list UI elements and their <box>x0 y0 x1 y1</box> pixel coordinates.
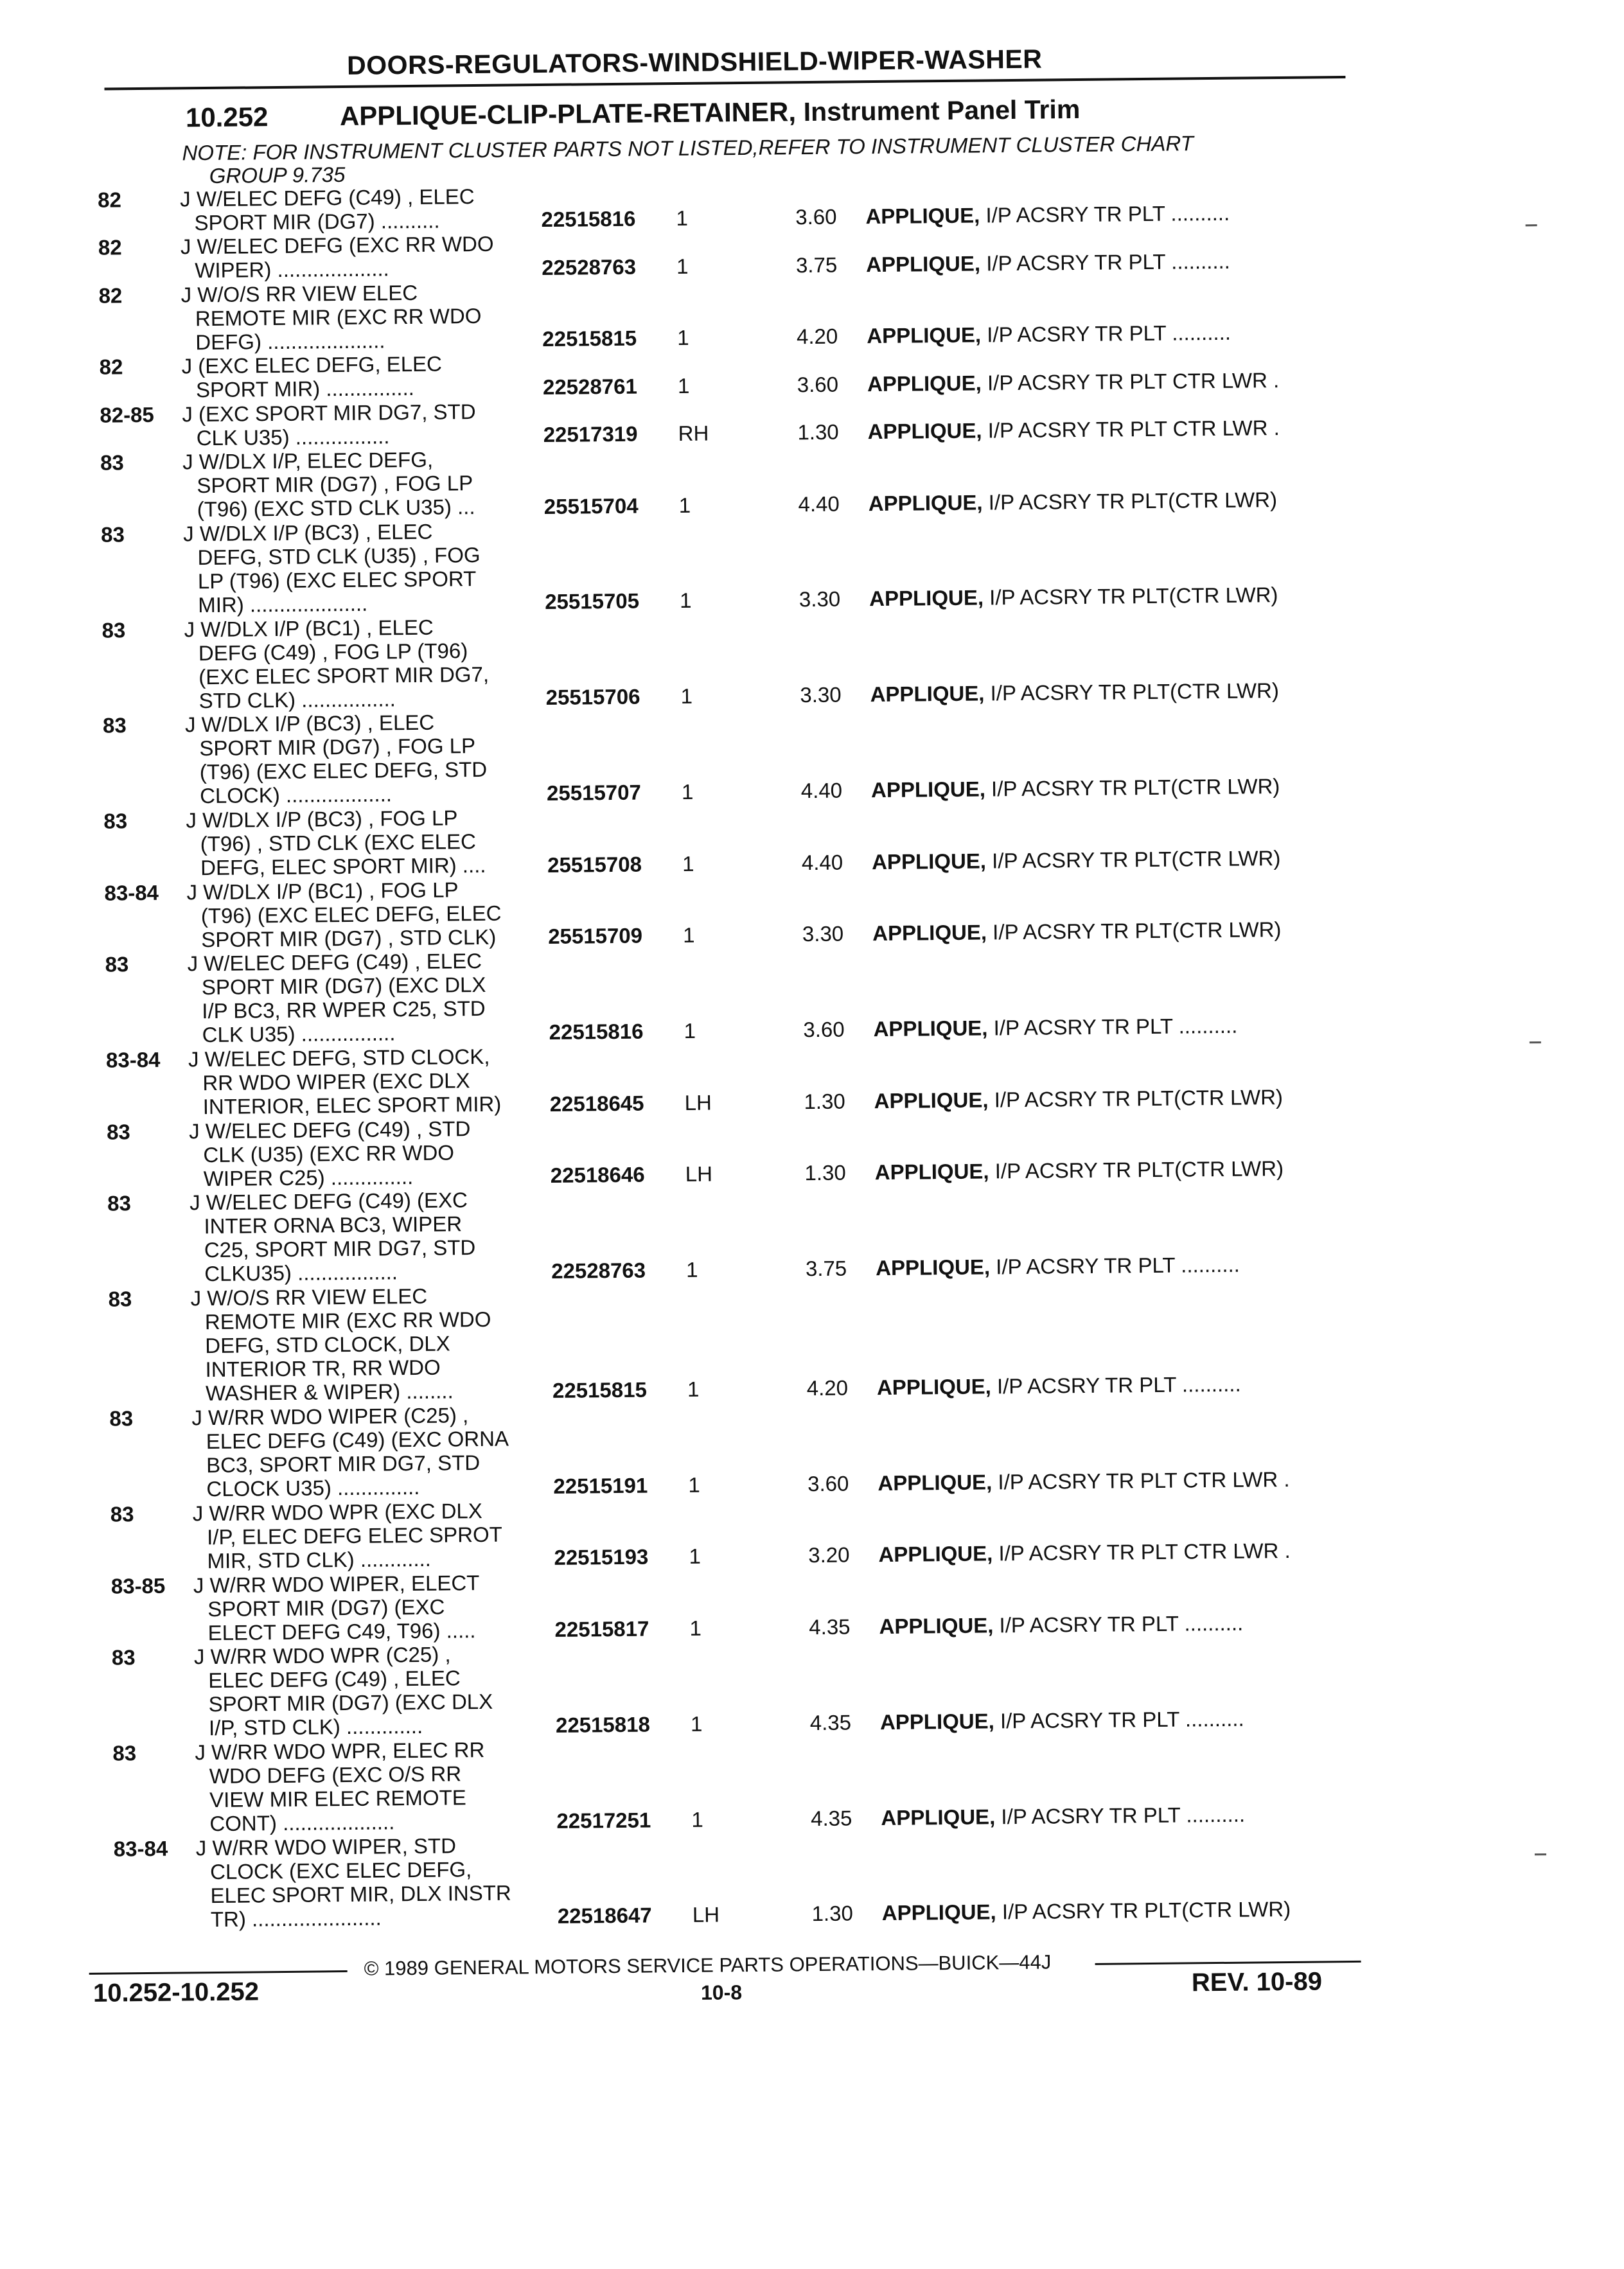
quantity: 1 <box>689 1544 702 1569</box>
part-number: 25515706 <box>545 684 640 710</box>
model-year: 83 <box>102 713 127 737</box>
part-name-main: APPLIQUE, <box>867 418 982 444</box>
part-name <box>876 1253 1240 1280</box>
part-name-detail: I/P ACSRY TR PLT CTR LWR . <box>981 367 1280 395</box>
description-line: DEFG, STD CLK (U35) , FOG <box>197 542 481 569</box>
part-name-main: APPLIQUE, <box>879 1709 994 1734</box>
part-name-main: APPLIQUE, <box>867 322 982 348</box>
part-name-detail: I/P ACSRY TR PLT .......... <box>995 1802 1246 1828</box>
part-name <box>866 249 1230 276</box>
usage-description <box>187 949 486 1046</box>
price: 4.40 <box>801 850 843 874</box>
quantity: 1 <box>682 851 694 876</box>
part-name-detail: I/P ACSRY TR PLT(CTR LWR) <box>983 583 1278 610</box>
description-line: J (EXC ELEC DEFG, ELEC <box>181 351 443 378</box>
part-number: 22515815 <box>542 326 637 351</box>
part-name-main: APPLIQUE, <box>873 1016 988 1041</box>
description-line: (T96) (EXC ELEC DEFG, STD <box>199 757 488 784</box>
part-name <box>879 1611 1243 1638</box>
description-line: J W/RR WDO WIPER, ELECT <box>193 1570 480 1597</box>
quantity: 1 <box>684 1018 696 1043</box>
model-year: 82 <box>99 355 123 380</box>
part-name-main: APPLIQUE, <box>872 920 987 946</box>
model-year: 83 <box>111 1645 136 1670</box>
description-line: SPORT MIR (DG7) .......... <box>194 208 440 235</box>
model-year: 82 <box>98 235 122 260</box>
part-name-main: APPLIQUE, <box>869 585 984 611</box>
part-name <box>878 1539 1291 1566</box>
description-line: SPORT MIR (DG7) (EXC <box>207 1594 445 1621</box>
part-name-detail: I/P ACSRY TR PLT .......... <box>993 1611 1244 1638</box>
description-line: ELECT DEFG C49, T96) ..... <box>207 1618 476 1645</box>
description-line: BC3, SPORT MIR DG7, STD <box>206 1451 481 1478</box>
description-line: J W/DLX I/P (BC1) , ELEC <box>184 615 434 641</box>
price: 3.30 <box>802 921 844 946</box>
description-line: INTERIOR TR, RR WDO <box>205 1355 441 1382</box>
model-year: 83 <box>103 809 128 833</box>
part-name <box>865 201 1230 228</box>
description-line: (T96) (EXC STD CLK U35) ... <box>197 495 475 522</box>
copyright-line: © 1989 GENERAL MOTORS SERVICE PARTS OPERATIONS—BUICK—44J <box>364 1950 1052 1980</box>
usage-description <box>180 184 475 234</box>
description-line: J W/DLX I/P (BC3) , ELEC <box>184 711 435 737</box>
section-subtitle: Instrument Panel Trim <box>803 94 1081 127</box>
description-line: REMOTE MIR (EXC RR WDO <box>204 1307 491 1334</box>
part-number: 22518646 <box>550 1162 645 1188</box>
usage-description <box>181 352 442 402</box>
part-name-main: APPLIQUE, <box>878 1470 993 1495</box>
part-name <box>880 1706 1244 1733</box>
part-name <box>869 488 1278 515</box>
header-rule <box>104 76 1345 91</box>
price: 3.20 <box>808 1542 850 1567</box>
usage-description <box>185 710 488 808</box>
part-name-detail: I/P ACSRY TR PLT .......... <box>980 249 1231 276</box>
part-name-main: APPLIQUE, <box>867 371 982 396</box>
part-name-detail: I/P ACSRY TR PLT .......... <box>980 320 1231 347</box>
part-name-detail: I/P ACSRY TR PLT .......... <box>989 1252 1240 1279</box>
model-year: 83-85 <box>110 1573 166 1598</box>
section-title: APPLIQUE-CLIP-PLATE-RETAINER, <box>339 96 797 132</box>
description-line: SPORT MIR) ............... <box>195 376 415 402</box>
description-line: J W/ELEC DEFG (C49) , ELEC <box>179 184 475 211</box>
part-name-detail: I/P ACSRY TR PLT(CTR LWR) <box>985 845 1281 872</box>
description-line: J W/ELEC DEFG, STD CLOCK, <box>188 1045 490 1072</box>
description-line: MIR) .................... <box>198 591 368 617</box>
price: 3.75 <box>795 252 838 277</box>
part-name-main: APPLIQUE, <box>874 1159 989 1185</box>
part-number: 22528763 <box>551 1258 646 1283</box>
part-name <box>877 1372 1241 1399</box>
footer-rule-right <box>1095 1961 1361 1965</box>
part-name-detail: I/P ACSRY TR PLT(CTR LWR) <box>996 1897 1291 1924</box>
description-line: CLOCK) .................. <box>199 782 393 808</box>
description-line: J W/ELEC DEFG (EXC RR WDO <box>180 232 494 259</box>
section-number: 10.252 <box>185 102 269 133</box>
price: 4.35 <box>809 1710 852 1735</box>
part-name-main: APPLIQUE, <box>879 1613 994 1639</box>
quantity: 1 <box>686 1257 698 1282</box>
part-number: 22515815 <box>552 1377 647 1402</box>
usage-description <box>188 1045 502 1119</box>
description-line: SPORT MIR (DG7) (EXC DLX <box>208 1690 493 1717</box>
price: 4.20 <box>796 324 838 349</box>
part-name-main: APPLIQUE, <box>876 1255 991 1280</box>
quantity: 1 <box>683 923 695 948</box>
footer-range: 10.252-10.252 <box>93 1977 260 2008</box>
description-line: SPORT MIR (DG7) , FOG LP <box>197 471 473 498</box>
running-title: DOORS-REGULATORS-WINDSHIELD-WIPER-WASHER <box>346 44 1043 80</box>
part-name-main: APPLIQUE, <box>865 203 980 229</box>
quantity: 1 <box>681 779 694 804</box>
part-number: 22517251 <box>556 1808 651 1833</box>
quantity: 1 <box>677 373 690 398</box>
description-line: STD CLK) ................ <box>199 686 396 712</box>
note-line-1: NOTE: FOR INSTRUMENT CLUSTER PARTS NOT LISTED,REFER TO INSTRUMENT CLUSTER CHART <box>182 131 1194 165</box>
description-line: I/P, STD CLK) ............. <box>208 1714 423 1740</box>
part-name <box>869 583 1278 610</box>
usage-description <box>196 1833 512 1931</box>
description-line: LP (T96) (EXC ELEC SPORT <box>197 566 477 593</box>
part-name <box>868 416 1280 443</box>
usage-description <box>182 400 476 450</box>
section-heading <box>186 94 1081 133</box>
description-line: REMOTE MIR (EXC RR WDO <box>195 303 482 330</box>
part-name-main: APPLIQUE, <box>866 251 981 276</box>
description-line: DEFG (C49) , FOG LP (T96) <box>198 638 468 665</box>
part-name-main: APPLIQUE, <box>870 777 986 802</box>
part-name <box>874 1085 1284 1113</box>
part-number: 22515817 <box>554 1616 649 1641</box>
quantity: 1 <box>687 1377 700 1401</box>
part-name-main: APPLIQUE, <box>868 490 983 515</box>
quantity: RH <box>678 421 709 445</box>
price: 4.40 <box>798 491 840 516</box>
description-line: (T96) (EXC ELEC DEFG, ELEC <box>200 901 502 928</box>
part-number: 22515816 <box>549 1019 644 1044</box>
usage-description <box>194 1642 493 1740</box>
quantity: 1 <box>676 206 689 231</box>
part-name-detail: I/P ACSRY TR PLT(CTR LWR) <box>984 678 1280 705</box>
description-line: J W/RR WDO WIPER (C25) , <box>191 1403 469 1430</box>
model-year: 83 <box>100 450 124 475</box>
description-line: J W/ELEC DEFG (C49) , ELEC <box>187 949 482 976</box>
price: 1.30 <box>804 1160 846 1185</box>
quantity: 1 <box>678 493 691 517</box>
description-line: SPORT MIR (DG7) (EXC DLX <box>201 973 486 1000</box>
price: 3.60 <box>797 372 839 396</box>
price: 4.35 <box>809 1614 851 1639</box>
usage-description <box>181 280 482 354</box>
part-name-detail: I/P ACSRY TR PLT(CTR LWR) <box>985 774 1280 801</box>
description-line: CLK (U35) (EXC RR WDO <box>203 1140 455 1167</box>
usage-description <box>190 1188 476 1285</box>
part-name <box>871 774 1280 802</box>
price: 3.60 <box>807 1471 849 1496</box>
description-line: J W/ELEC DEFG (C49) , STD <box>188 1116 471 1143</box>
usage-description <box>193 1499 503 1573</box>
part-number: 25515707 <box>546 780 642 805</box>
price: 3.30 <box>800 682 842 707</box>
model-year: 82 <box>98 283 123 308</box>
part-name-detail: I/P ACSRY TR PLT(CTR LWR) <box>989 1156 1284 1183</box>
model-year: 83 <box>112 1741 137 1765</box>
part-name <box>875 1156 1284 1184</box>
description-line: SPORT MIR (DG7) , FOG LP <box>199 734 476 761</box>
part-number: 22518645 <box>549 1091 644 1116</box>
price: 1.30 <box>797 419 839 445</box>
description-line: J W/RR WDO WIPER, STD <box>195 1833 457 1860</box>
quantity: 1 <box>677 326 689 350</box>
part-number: 22528763 <box>542 254 637 279</box>
part-name-detail: I/P ACSRY TR PLT CTR LWR . <box>982 415 1280 443</box>
model-year: 83 <box>100 522 125 547</box>
price: 3.60 <box>803 1017 845 1042</box>
price: 3.30 <box>799 587 841 612</box>
part-number: 25515708 <box>547 852 642 877</box>
quantity: LH <box>684 1090 712 1115</box>
description-line: (EXC ELEC SPORT MIR DG7, <box>199 662 490 689</box>
part-name-detail: I/P ACSRY TR PLT(CTR LWR) <box>982 487 1278 515</box>
description-line: J W/RR WDO WPR, ELEC RR <box>195 1737 485 1765</box>
part-name-detail: I/P ACSRY TR PLT(CTR LWR) <box>986 917 1282 944</box>
description-line: CLOCK U35) .............. <box>206 1475 420 1501</box>
page-number: 10-8 <box>700 1981 743 2004</box>
part-number: 25515705 <box>545 588 640 614</box>
description-line: ELEC DEFG (C49) , ELEC <box>208 1666 461 1693</box>
price: 1.30 <box>804 1089 845 1113</box>
description-line: WASHER & WIPER) ........ <box>205 1379 454 1406</box>
description-line: I/P, ELEC DEFG ELEC SPROT <box>206 1522 503 1549</box>
usage-description <box>182 447 475 521</box>
usage-description <box>184 614 489 712</box>
description-line: WIPER C25) .............. <box>203 1164 414 1190</box>
description-line: J W/DLX I/P, ELEC DEFG, <box>182 447 434 474</box>
description-line: CLK U35) ................ <box>202 1021 396 1047</box>
footer-rule-left <box>89 1970 348 1975</box>
usage-description <box>191 1403 509 1501</box>
description-line: INTERIOR, ELEC SPORT MIR) <box>202 1091 502 1119</box>
model-year: 83 <box>107 1191 132 1215</box>
description-line: J W/O/S RR VIEW ELEC <box>190 1284 428 1311</box>
part-number: 22515193 <box>554 1544 649 1570</box>
description-line: WIPER) ................... <box>195 256 389 283</box>
description-line: I/P BC3, RR WPER C25, STD <box>202 996 486 1023</box>
price: 1.30 <box>811 1901 854 1926</box>
part-number: 22518647 <box>557 1903 652 1929</box>
description-line: CLOCK (EXC ELEC DEFG, <box>209 1857 472 1884</box>
model-year: 83 <box>109 1406 134 1431</box>
part-name-main: APPLIQUE, <box>874 1087 989 1113</box>
part-name-main: APPLIQUE, <box>876 1374 991 1400</box>
description-line: SPORT MIR (DG7) , STD CLK) <box>201 924 497 951</box>
quantity: 1 <box>680 684 693 709</box>
quantity: 1 <box>688 1472 700 1497</box>
description-line: VIEW MIR ELEC REMOTE <box>209 1785 466 1812</box>
description-line: ELEC SPORT MIR, DLX INSTR <box>210 1880 511 1907</box>
price: 4.35 <box>810 1806 852 1830</box>
description-line: C25, SPORT MIR DG7, STD <box>204 1235 476 1262</box>
margin-mark <box>1535 1853 1546 1855</box>
margin-mark <box>1526 224 1537 226</box>
part-name-main: APPLIQUE, <box>870 681 985 707</box>
description-line: J W/O/S RR VIEW ELEC <box>181 280 418 307</box>
part-name-main: APPLIQUE, <box>871 848 987 874</box>
model-year: 82 <box>97 188 122 212</box>
description-line: DEFG, ELEC SPORT MIR) .... <box>200 853 486 880</box>
part-name <box>882 1897 1291 1925</box>
price: 4.40 <box>800 778 843 803</box>
price: 4.20 <box>806 1375 849 1400</box>
description-line: WDO DEFG (EXC O/S RR <box>209 1761 462 1788</box>
usage-description <box>193 1571 481 1645</box>
quantity: LH <box>692 1902 720 1927</box>
description-line: DEFG) .................... <box>195 328 385 354</box>
description-line: CLK U35) ................ <box>196 424 390 450</box>
part-name-detail: I/P ACSRY TR PLT .......... <box>994 1706 1244 1733</box>
part-name-detail: I/P ACSRY TR PLT .......... <box>991 1372 1241 1399</box>
description-line: J W/ELEC DEFG (C49) (EXC <box>189 1188 468 1215</box>
part-number: 22517319 <box>543 421 638 446</box>
quantity: 1 <box>691 1807 703 1832</box>
model-year: 83 <box>108 1287 132 1311</box>
usage-description <box>186 877 502 951</box>
quantity: 1 <box>676 254 689 278</box>
usage-description <box>189 1117 471 1190</box>
part-name <box>867 321 1231 348</box>
description-line: J W/RR WDO WPR (C25) , <box>193 1642 451 1669</box>
part-name <box>872 917 1282 945</box>
model-year: 83 <box>102 617 126 642</box>
model-year: 83-84 <box>105 1047 161 1072</box>
part-name <box>878 1467 1290 1495</box>
model-year: 83-84 <box>113 1836 168 1861</box>
part-name-main: APPLIQUE, <box>878 1541 993 1567</box>
part-name-detail: I/P ACSRY TR PLT CTR LWR . <box>993 1539 1291 1566</box>
description-line: J W/RR WDO WPR (EXC DLX <box>192 1498 482 1526</box>
description-line: J W/DLX I/P (BC3) , ELEC <box>182 519 433 546</box>
revision-label: REV. 10-89 <box>1191 1967 1323 1997</box>
part-number: 25515709 <box>548 923 643 949</box>
description-line: J (EXC SPORT MIR DG7, STD <box>182 399 476 427</box>
note-line-2: GROUP 9.735 <box>209 162 346 188</box>
description-line: J W/DLX I/P (BC3) , FOG LP <box>186 806 458 833</box>
quantity: LH <box>685 1161 713 1187</box>
usage-description <box>195 1738 485 1835</box>
part-name-main: APPLIQUE, <box>881 1900 996 1925</box>
description-line: DEFG, STD CLOCK, DLX <box>205 1331 450 1358</box>
price: 3.60 <box>795 204 837 229</box>
quantity: 1 <box>690 1711 703 1736</box>
model-year: 83 <box>110 1502 134 1526</box>
part-number: 25515704 <box>543 493 639 518</box>
description-line: MIR, STD CLK) ............ <box>207 1546 432 1573</box>
description-line: ELEC DEFG (C49) (EXC ORNA <box>206 1426 509 1454</box>
model-year: 82-85 <box>100 402 154 427</box>
model-year: 83-84 <box>104 880 159 905</box>
price: 3.75 <box>805 1256 847 1281</box>
description-line: (T96) , STD CLK (EXC ELEC <box>200 829 477 856</box>
quantity: 1 <box>689 1616 702 1640</box>
quantity: 1 <box>680 588 692 613</box>
part-name <box>881 1802 1245 1829</box>
description-line: RR WDO WIPER (EXC DLX <box>202 1068 470 1095</box>
description-line: INTER ORNA BC3, WIPER <box>204 1212 463 1239</box>
description-line: TR) ...................... <box>210 1905 382 1931</box>
part-number: 22515818 <box>555 1712 650 1737</box>
usage-description <box>190 1284 491 1405</box>
part-number: 22528761 <box>542 374 637 399</box>
part-name <box>867 368 1280 396</box>
part-name-main: APPLIQUE, <box>881 1804 996 1830</box>
part-number: 22515191 <box>553 1473 648 1498</box>
part-name <box>870 678 1279 706</box>
part-name-detail: I/P ACSRY TR PLT .......... <box>980 200 1230 227</box>
part-number: 22515816 <box>541 206 636 232</box>
part-name-detail: I/P ACSRY TR PLT(CTR LWR) <box>988 1084 1284 1111</box>
margin-mark <box>1530 1041 1541 1043</box>
part-name <box>872 846 1281 874</box>
model-year: 83 <box>105 952 129 976</box>
usage-description <box>186 806 486 879</box>
part-name-detail: I/P ACSRY TR PLT CTR LWR . <box>992 1467 1290 1494</box>
description-line: J W/DLX I/P (BC1) , FOG LP <box>186 878 459 905</box>
usage-description <box>183 519 481 617</box>
part-name-detail: I/P ACSRY TR PLT .......... <box>987 1013 1238 1040</box>
model-year: 83 <box>106 1120 130 1144</box>
description-line: CLKU35) ................. <box>204 1260 398 1286</box>
part-name <box>873 1014 1237 1041</box>
usage-description <box>181 232 494 283</box>
description-line: CONT) ................... <box>209 1810 395 1836</box>
